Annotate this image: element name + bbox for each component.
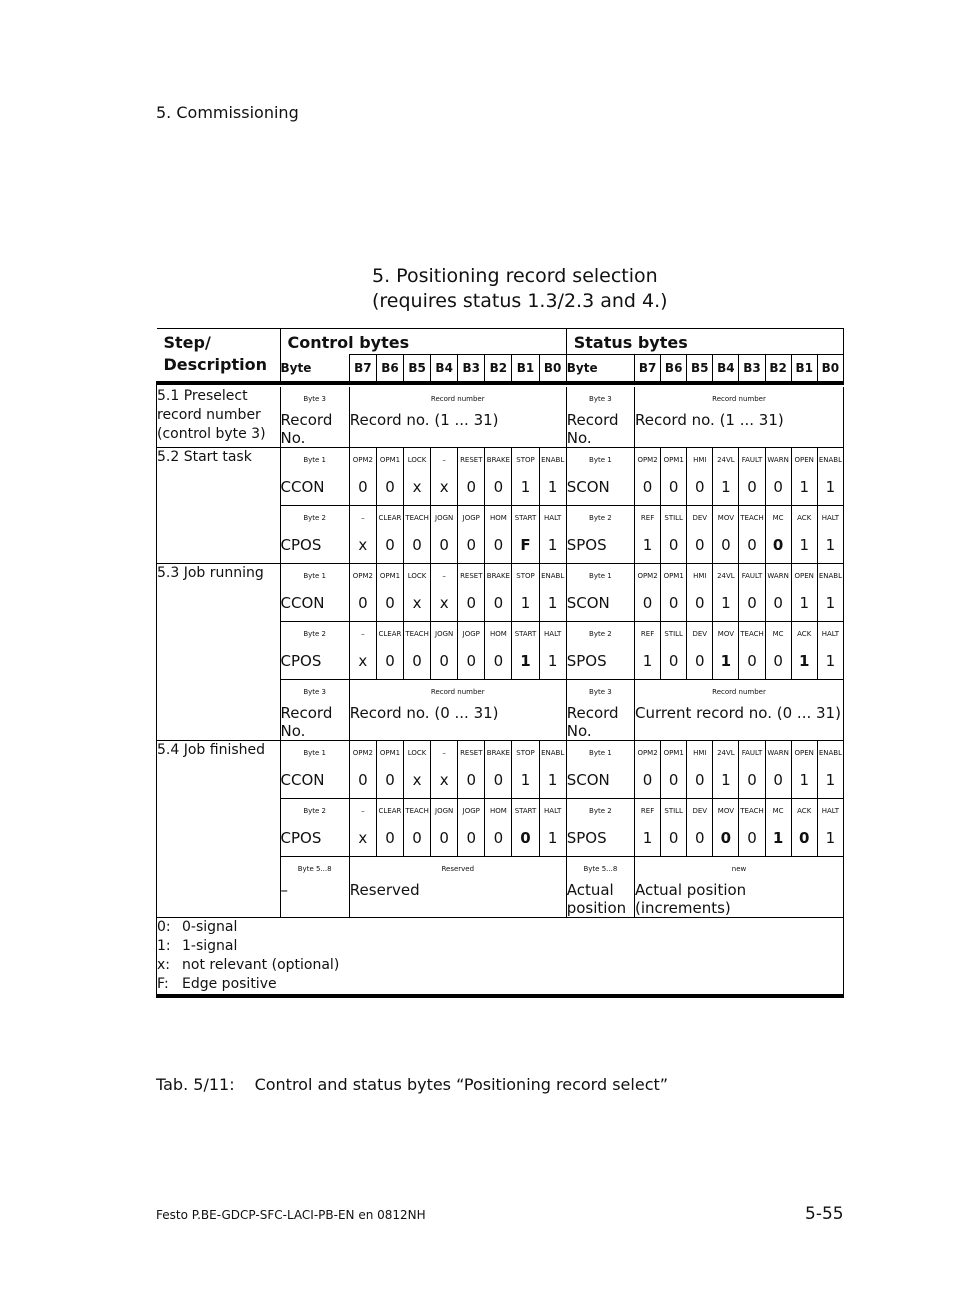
byte-label: Byte 5...8 xyxy=(280,857,349,882)
bit-value: 0 xyxy=(404,530,431,564)
bit-name: – xyxy=(349,622,376,647)
bit-name: OPM1 xyxy=(376,448,403,473)
bit-name: WARN xyxy=(765,741,791,766)
control-bit-header: B0 xyxy=(539,355,566,384)
bit-value: 0 xyxy=(661,823,687,857)
section-title-line1: 5. Positioning record selection xyxy=(372,265,658,287)
status-bit-header: B1 xyxy=(791,355,817,384)
bit-value: x xyxy=(349,530,376,564)
bit-value: 0 xyxy=(713,530,739,564)
table-row xyxy=(157,564,844,589)
byte-label: Byte 2 xyxy=(280,622,349,647)
bit-value: 0 xyxy=(739,472,765,506)
byte-label: Byte 2 xyxy=(280,799,349,824)
table-row xyxy=(157,448,844,473)
legend xyxy=(157,918,844,997)
step-5-1-description: 5.1 Preselect record number (control byte 3) xyxy=(157,387,281,448)
bit-name: ENABL xyxy=(539,741,566,766)
bit-name: OPM2 xyxy=(349,741,376,766)
bit-name: ENABL xyxy=(817,448,843,473)
bit-name: JOGP xyxy=(458,506,485,531)
legend-item: 0: 0-signal xyxy=(157,919,238,935)
bit-name: STILL xyxy=(661,506,687,531)
ccon-label: CCON xyxy=(280,588,349,622)
bit-name: ACK xyxy=(791,799,817,824)
bit-value-highlighted: 0 xyxy=(765,530,791,564)
bit-name: ACK xyxy=(791,622,817,647)
bit-name: MC xyxy=(765,506,791,531)
spos-label: SPOS xyxy=(566,646,634,680)
cpos-label: CPOS xyxy=(280,530,349,564)
bit-value: 0 xyxy=(687,588,713,622)
bit-value: x xyxy=(404,472,431,506)
spos-label: SPOS xyxy=(566,823,634,857)
step-5-2-description: 5.2 Start task xyxy=(157,448,281,564)
bit-name: 24VL xyxy=(713,448,739,473)
bit-value: x xyxy=(404,588,431,622)
byte-label: Byte 3 xyxy=(280,387,349,411)
control-byte-col-label: Byte xyxy=(280,355,349,384)
record-number-label: Record number xyxy=(349,680,566,705)
bit-value: 0 xyxy=(458,530,485,564)
status-bytes-header xyxy=(566,329,843,355)
status-current-record-no-value: Current record no. (0 ... 31) xyxy=(635,704,844,741)
bit-value: 0 xyxy=(376,765,403,799)
legend-item: 1: 1-signal xyxy=(157,938,238,954)
byte-label: Byte 2 xyxy=(566,506,634,531)
bit-name: REF xyxy=(635,799,661,824)
bit-name: CLEAR xyxy=(376,799,403,824)
bit-name: LOCK xyxy=(404,741,431,766)
bit-name: ENABL xyxy=(539,448,566,473)
bit-value: 1 xyxy=(539,765,566,799)
ccon-label: CCON xyxy=(280,472,349,506)
bit-value: 0 xyxy=(765,765,791,799)
bit-value: 1 xyxy=(539,472,566,506)
table-caption xyxy=(156,1075,668,1094)
bit-value: 0 xyxy=(687,823,713,857)
bit-name: HALT xyxy=(817,799,843,824)
bit-name: HOM xyxy=(485,506,512,531)
bit-value: 0 xyxy=(458,823,485,857)
bit-value: 1 xyxy=(713,472,739,506)
bit-value: 1 xyxy=(817,646,843,680)
table-caption-text: Control and status bytes “Positioning record select” xyxy=(254,1075,669,1094)
status-bytes-label: Status bytes xyxy=(573,333,688,352)
bit-value: 0 xyxy=(765,646,791,680)
status-bit-header: B2 xyxy=(765,355,791,384)
bit-name: HOM xyxy=(485,799,512,824)
byte-label: Byte 5...8 xyxy=(566,857,634,882)
bit-value: 1 xyxy=(791,588,817,622)
control-bit-header: B7 xyxy=(349,355,376,384)
control-status-table xyxy=(156,328,844,998)
bit-value: 0 xyxy=(635,765,661,799)
description-header-label: Description xyxy=(163,355,267,374)
bit-value: 0 xyxy=(739,588,765,622)
byte-label: Byte 1 xyxy=(566,564,634,589)
bit-value-highlighted: 0 xyxy=(791,823,817,857)
status-bit-header: B4 xyxy=(713,355,739,384)
bit-value: x xyxy=(431,472,458,506)
bit-name: OPM2 xyxy=(635,564,661,589)
byte-label: Byte 2 xyxy=(566,799,634,824)
bit-value: 1 xyxy=(791,472,817,506)
bit-name: HALT xyxy=(539,799,566,824)
bit-name: ENABL xyxy=(817,741,843,766)
bit-value: 0 xyxy=(376,588,403,622)
section-title xyxy=(372,264,668,314)
bit-name: START xyxy=(512,622,539,647)
bit-name: TEACH xyxy=(404,622,431,647)
byte-label: Byte 1 xyxy=(566,448,634,473)
control-bytes-label: Control bytes xyxy=(287,333,410,352)
bit-value: 0 xyxy=(485,823,512,857)
status-bit-header: B3 xyxy=(739,355,765,384)
control-bit-header: B6 xyxy=(376,355,403,384)
control-bit-header: B4 xyxy=(431,355,458,384)
bit-value: 1 xyxy=(817,472,843,506)
cpos-label: CPOS xyxy=(280,823,349,857)
bit-value: 1 xyxy=(635,530,661,564)
byte-label: Byte 1 xyxy=(280,741,349,766)
bit-value: 0 xyxy=(458,765,485,799)
bit-value: 0 xyxy=(458,472,485,506)
table-row xyxy=(157,387,844,411)
bit-value: 0 xyxy=(765,588,791,622)
bit-value: x xyxy=(404,765,431,799)
reserved-label: Reserved xyxy=(349,857,566,882)
reserved-value: Reserved xyxy=(349,881,566,918)
section-title-line2: (requires status 1.3/2.3 and 4.) xyxy=(372,290,668,312)
bit-value: 0 xyxy=(404,823,431,857)
table-row xyxy=(157,741,844,766)
step-5-3-description: 5.3 Job running xyxy=(157,564,281,741)
bit-name: STILL xyxy=(661,622,687,647)
bit-value: 1 xyxy=(791,530,817,564)
legend-row xyxy=(157,918,844,997)
bit-name: MOV xyxy=(713,506,739,531)
bit-value: 0 xyxy=(635,588,661,622)
record-number-label: Record number xyxy=(635,680,844,705)
bit-name: CLEAR xyxy=(376,622,403,647)
control-bit-header: B1 xyxy=(512,355,539,384)
bit-name: OPM2 xyxy=(349,564,376,589)
legend-item: F: Edge positive xyxy=(157,976,277,992)
bit-name: BRAKE xyxy=(485,741,512,766)
bit-name: OPM1 xyxy=(376,741,403,766)
bit-name: STILL xyxy=(661,799,687,824)
bit-name: BRAKE xyxy=(485,564,512,589)
bit-value: x xyxy=(431,588,458,622)
bit-value: 1 xyxy=(539,588,566,622)
bit-name: MC xyxy=(765,799,791,824)
bit-name: – xyxy=(431,564,458,589)
bit-value: 0 xyxy=(349,588,376,622)
bit-name: WARN xyxy=(765,564,791,589)
bit-name: STOP xyxy=(512,741,539,766)
bit-value: 0 xyxy=(635,472,661,506)
byte-label: Byte 3 xyxy=(566,680,634,705)
bit-value: 1 xyxy=(539,823,566,857)
bit-name: REF xyxy=(635,506,661,531)
status-bit-header: B6 xyxy=(661,355,687,384)
bit-name: HALT xyxy=(539,506,566,531)
bit-name: FAULT xyxy=(739,564,765,589)
legend-item: x: not relevant (optional) xyxy=(157,957,340,973)
bit-name: HMI xyxy=(687,741,713,766)
bit-value: 0 xyxy=(687,472,713,506)
status-bit-header: B7 xyxy=(635,355,661,384)
footer-doc-id: Festo P.BE-GDCP-SFC-LACI-PB-EN en 0812NH xyxy=(156,1208,426,1222)
bit-value: 0 xyxy=(458,646,485,680)
bit-value: x xyxy=(349,646,376,680)
control-bit-header: B5 xyxy=(404,355,431,384)
bit-value: 1 xyxy=(713,765,739,799)
bit-name: JOGN xyxy=(431,799,458,824)
bit-name: DEV xyxy=(687,506,713,531)
bit-name: TEACH xyxy=(404,799,431,824)
bit-name: JOGN xyxy=(431,622,458,647)
bit-value: 0 xyxy=(431,823,458,857)
status-record-no-value: Record no. (1 ... 31) xyxy=(635,411,844,448)
bit-value: 0 xyxy=(661,472,687,506)
bit-name: MC xyxy=(765,622,791,647)
bit-value: 1 xyxy=(512,472,539,506)
bit-name: MOV xyxy=(713,622,739,647)
scon-label: SCON xyxy=(566,588,634,622)
bit-name: TEACH xyxy=(739,622,765,647)
byte-label: Byte 3 xyxy=(280,680,349,705)
bit-name: 24VL xyxy=(713,564,739,589)
bit-value: 1 xyxy=(539,530,566,564)
byte-label: Byte 1 xyxy=(280,564,349,589)
bit-name: – xyxy=(431,448,458,473)
bit-value: 1 xyxy=(791,765,817,799)
bit-value: 0 xyxy=(376,472,403,506)
bit-name: OPM1 xyxy=(661,448,687,473)
status-bit-header: B0 xyxy=(817,355,843,384)
bit-value-highlighted: 0 xyxy=(512,823,539,857)
bit-value: 1 xyxy=(817,588,843,622)
bit-name: DEV xyxy=(687,799,713,824)
bit-value: 0 xyxy=(687,765,713,799)
bit-value: 0 xyxy=(458,588,485,622)
dash-label: – xyxy=(280,881,349,918)
bit-name: RESET xyxy=(458,741,485,766)
bit-name: ENABL xyxy=(817,564,843,589)
bit-value-highlighted: 0 xyxy=(713,823,739,857)
bit-value: 1 xyxy=(817,765,843,799)
bit-value: 0 xyxy=(739,823,765,857)
record-no-label: Record No. xyxy=(566,704,634,741)
byte-label: Byte 2 xyxy=(566,622,634,647)
bit-name: OPM1 xyxy=(376,564,403,589)
bit-value: 0 xyxy=(349,765,376,799)
bit-name: STOP xyxy=(512,564,539,589)
bit-name: TEACH xyxy=(739,506,765,531)
bit-name: HMI xyxy=(687,564,713,589)
bit-value: 1 xyxy=(635,823,661,857)
bit-value: 0 xyxy=(661,646,687,680)
bit-name: OPEN xyxy=(791,741,817,766)
control-bit-header: B3 xyxy=(458,355,485,384)
control-bytes-header xyxy=(280,329,566,355)
bit-value-highlighted: 1 xyxy=(512,646,539,680)
bit-name: FAULT xyxy=(739,448,765,473)
bit-value: 0 xyxy=(661,530,687,564)
bit-name: FAULT xyxy=(739,741,765,766)
bit-value: 0 xyxy=(485,588,512,622)
bit-value: 0 xyxy=(739,765,765,799)
table-header-row xyxy=(157,329,844,355)
bit-name: CLEAR xyxy=(376,506,403,531)
table-number: Tab. 5/11: xyxy=(156,1075,235,1094)
actual-position-value: Actual position (increments) xyxy=(635,881,844,918)
bit-value: 0 xyxy=(376,530,403,564)
bit-value: 1 xyxy=(512,765,539,799)
bit-value: 0 xyxy=(376,646,403,680)
bit-name: – xyxy=(349,506,376,531)
record-no-label: Record No. xyxy=(566,411,634,448)
bit-name: OPM2 xyxy=(635,448,661,473)
bit-name: 24VL xyxy=(713,741,739,766)
bit-value: 0 xyxy=(431,530,458,564)
bit-value: 0 xyxy=(485,530,512,564)
bit-name: START xyxy=(512,799,539,824)
bit-name: – xyxy=(349,799,376,824)
control-record-no-value: Record no. (0 ... 31) xyxy=(349,704,566,741)
bit-name: REF xyxy=(635,622,661,647)
new-label: new xyxy=(635,857,844,882)
bit-name: OPEN xyxy=(791,448,817,473)
step-header-label: Step/ xyxy=(163,333,211,352)
bit-name: HALT xyxy=(539,622,566,647)
bit-name: WARN xyxy=(765,448,791,473)
bit-name: HMI xyxy=(687,448,713,473)
record-no-label: Record No. xyxy=(280,704,349,741)
bit-name: STOP xyxy=(512,448,539,473)
bit-value: 0 xyxy=(687,530,713,564)
record-number-label: Record number xyxy=(635,387,844,411)
bit-value: 0 xyxy=(739,646,765,680)
actual-position-label: Actual position xyxy=(566,881,634,918)
byte-label: Byte 2 xyxy=(280,506,349,531)
bit-name: BRAKE xyxy=(485,448,512,473)
bit-value-highlighted: 1 xyxy=(791,646,817,680)
step-5-4-description: 5.4 Job finished xyxy=(157,741,281,918)
bit-name: OPM1 xyxy=(661,564,687,589)
bit-name: TEACH xyxy=(404,506,431,531)
bit-name: MOV xyxy=(713,799,739,824)
ccon-label: CCON xyxy=(280,765,349,799)
control-bit-header: B2 xyxy=(485,355,512,384)
bit-value: x xyxy=(431,765,458,799)
scon-label: SCON xyxy=(566,765,634,799)
bit-value: 0 xyxy=(376,823,403,857)
bit-name: ENABL xyxy=(539,564,566,589)
bit-value: 1 xyxy=(817,530,843,564)
bit-value: 0 xyxy=(739,530,765,564)
byte-label: Byte 3 xyxy=(566,387,634,411)
bit-name: OPEN xyxy=(791,564,817,589)
bit-name: OPM2 xyxy=(635,741,661,766)
bit-value: 0 xyxy=(765,472,791,506)
bit-value: 1 xyxy=(817,823,843,857)
bit-value: 1 xyxy=(512,588,539,622)
bit-name: LOCK xyxy=(404,448,431,473)
bit-name: DEV xyxy=(687,622,713,647)
bit-name: JOGP xyxy=(458,799,485,824)
bit-value: 1 xyxy=(713,588,739,622)
bit-name: OPM1 xyxy=(661,741,687,766)
bit-name: ACK xyxy=(791,506,817,531)
bit-name: LOCK xyxy=(404,564,431,589)
record-no-label: Record No. xyxy=(280,411,349,448)
scon-label: SCON xyxy=(566,472,634,506)
status-byte-col-label: Byte xyxy=(566,355,634,384)
bit-value: 0 xyxy=(661,588,687,622)
bit-name: JOGN xyxy=(431,506,458,531)
bit-name: JOGP xyxy=(458,622,485,647)
bit-value: 0 xyxy=(661,765,687,799)
bit-value-highlighted: 1 xyxy=(765,823,791,857)
bit-value: 0 xyxy=(687,646,713,680)
step-description-header xyxy=(157,329,281,384)
bit-name: HALT xyxy=(817,622,843,647)
byte-label: Byte 1 xyxy=(280,448,349,473)
bit-name: HALT xyxy=(817,506,843,531)
byte-label: Byte 1 xyxy=(566,741,634,766)
bit-name: HOM xyxy=(485,622,512,647)
bit-value: 1 xyxy=(539,646,566,680)
bit-name: RESET xyxy=(458,448,485,473)
bit-value: 0 xyxy=(485,646,512,680)
bit-value: 0 xyxy=(404,646,431,680)
status-bit-header: B5 xyxy=(687,355,713,384)
control-record-no-value: Record no. (1 ... 31) xyxy=(349,411,566,448)
bit-name: OPM2 xyxy=(349,448,376,473)
bit-value: 0 xyxy=(431,646,458,680)
bit-value: 0 xyxy=(485,472,512,506)
bit-value: 0 xyxy=(349,472,376,506)
bit-name: TEACH xyxy=(739,799,765,824)
record-number-label: Record number xyxy=(349,387,566,411)
bit-value: 1 xyxy=(635,646,661,680)
chapter-header: 5. Commissioning xyxy=(156,103,299,122)
bit-value-highlighted: F xyxy=(512,530,539,564)
bit-value: x xyxy=(349,823,376,857)
page-number: 5-55 xyxy=(805,1204,844,1224)
cpos-label: CPOS xyxy=(280,646,349,680)
bit-value-highlighted: 1 xyxy=(713,646,739,680)
bit-name: – xyxy=(431,741,458,766)
bit-name: RESET xyxy=(458,564,485,589)
bit-value: 0 xyxy=(485,765,512,799)
spos-label: SPOS xyxy=(566,530,634,564)
bit-name: START xyxy=(512,506,539,531)
